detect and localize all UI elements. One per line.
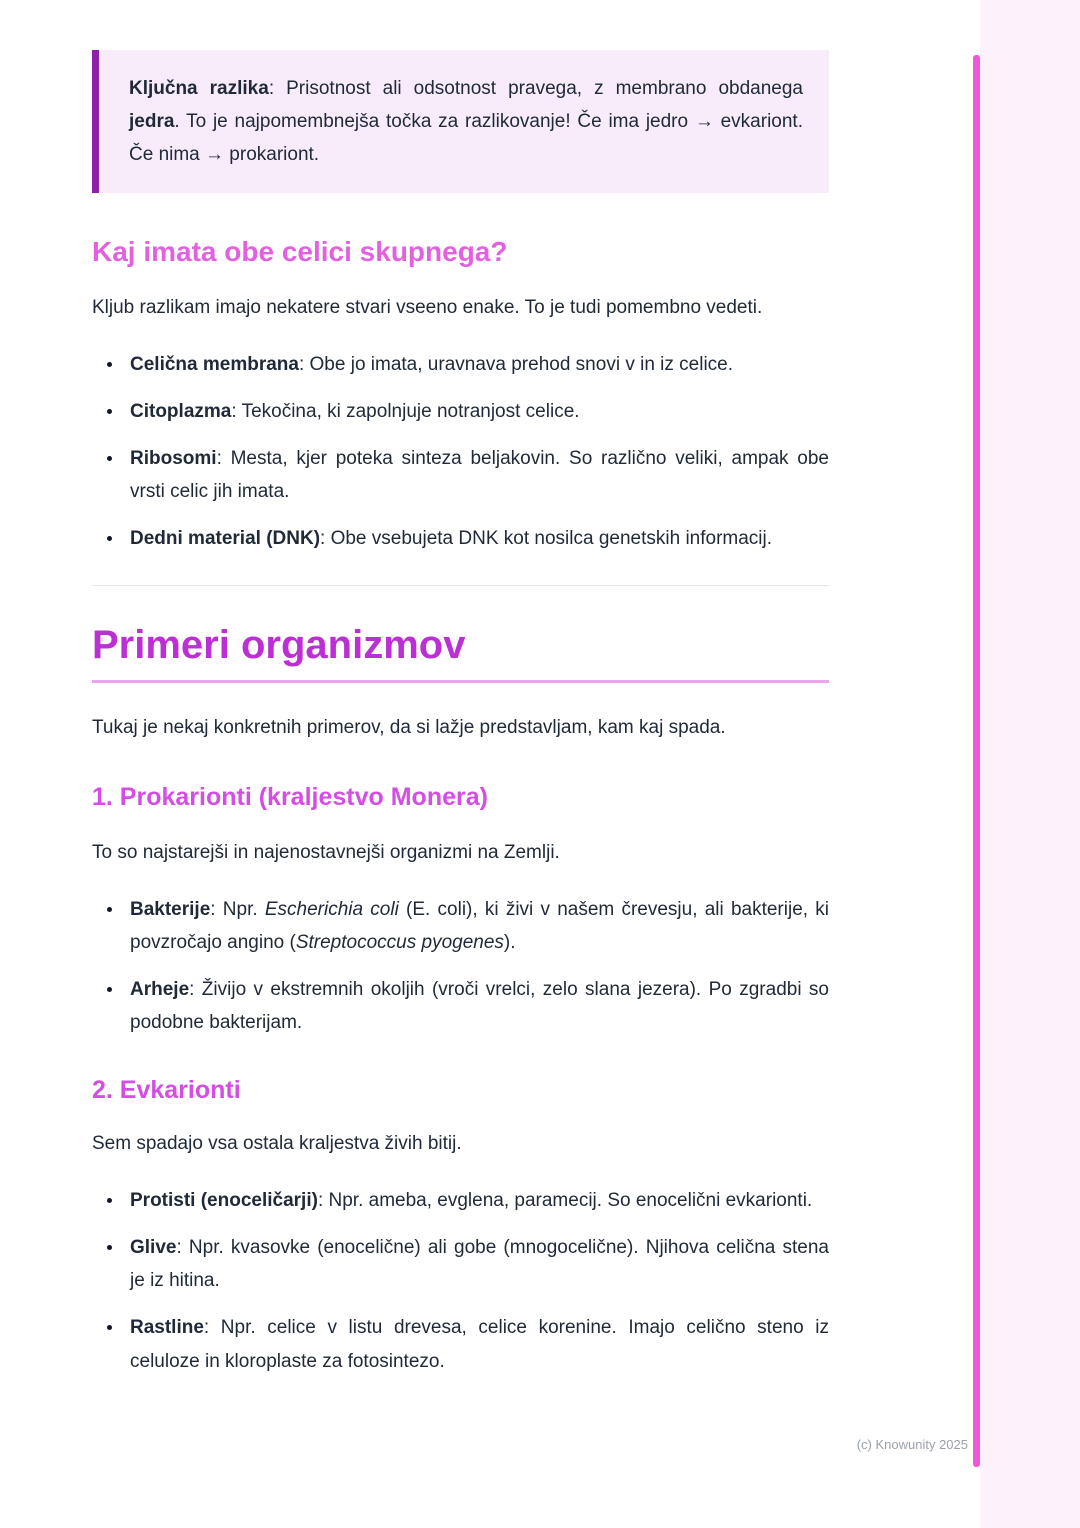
list-item-text: Rastline: Npr. celice v listu drevesa, celice korenine. Imajo celično steno iz celuloze in kloroplaste za fotosintezo. [130, 1317, 829, 1372]
heading-prokaryotes: 1. Prokarionti (kraljestvo Monera) [92, 783, 488, 812]
list-item [124, 893, 829, 959]
page-title-examples: Primeri organizmov [92, 622, 829, 683]
list-item-text: Protisti (enoceličarji): Npr. ameba, evglena, paramecij. So enocelični evkarionti. [130, 1190, 813, 1212]
list-item-text: Ribosomi: Mesta, kjer poteka sinteza beljakovin. So različno veliki, ampak obe vrsti celic jih imata. [130, 447, 829, 502]
heading-eukaryotes: 2. Evkarionti [92, 1076, 241, 1105]
list-item-text: Bakterije: Npr. Escherichia coli (E. coli), ki živi v našem črevesju, ali bakterije, ki povzročajo angino (Streptococcus pyogenes). [130, 899, 829, 954]
common-features-list [92, 348, 829, 555]
list-item-text: Dedni material (DNK): Obe vsebujeta DNK kot nosilca genetskih informacij. [130, 527, 773, 549]
page-edge-decoration [980, 0, 1080, 1528]
list-item [124, 1231, 829, 1297]
list-item-text: Citoplazma: Tekočina, ki zapolnjuje notranjost celice. [130, 400, 580, 422]
examples-intro: Tukaj je nekaj konkretnih primerov, da si lažje predstavljam, kam kaj spada. [92, 717, 726, 739]
page-edge-accent-line [973, 55, 980, 1467]
section-divider [92, 585, 829, 586]
list-item-text: Celična membrana: Obe jo imata, uravnava prehod snovi v in iz celice. [130, 353, 734, 375]
eukaryotes-intro: Sem spadajo vsa ostala kraljestva živih bitij. [92, 1133, 462, 1155]
eukaryotes-list [92, 1184, 829, 1377]
list-item [124, 522, 829, 555]
key-difference-callout [92, 50, 829, 193]
list-item [124, 395, 829, 428]
list-item [124, 973, 829, 1039]
list-item-text: Arheje: Živijo v ekstremnih okoljih (vroči vrelci, zelo slana jezera). Po zgradbi so podobne bakterijam. [130, 979, 829, 1034]
common-features-intro: Kljub razlikam imajo nekatere stvari vseeno enake. To je tudi pomembno vedeti. [92, 296, 763, 318]
list-item [124, 1184, 829, 1217]
list-item-text: Glive: Npr. kvasovke (enocelične) ali gobe (mnogocelične). Njihova celična stena je iz hitina. [130, 1237, 829, 1292]
prokaryotes-intro: To so najstarejši in najenostavnejši organizmi na Zemlji. [92, 842, 560, 864]
list-item [124, 348, 829, 381]
list-item [124, 1311, 829, 1377]
prokaryotes-list [92, 893, 829, 1039]
watermark: (c) Knowunity 2025 [856, 1437, 968, 1452]
list-item [124, 442, 829, 508]
heading-common-features: Kaj imata obe celici skupnega? [92, 236, 508, 268]
content-column [92, 0, 829, 1378]
callout-text: Ključna razlika: Prisotnost ali odsotnost pravega, z membrano obdanega jedra. To je najpomembnejša točka za razlikovanje! Če ima jedro → evkariont. Če nima → prokariont. [129, 78, 803, 166]
